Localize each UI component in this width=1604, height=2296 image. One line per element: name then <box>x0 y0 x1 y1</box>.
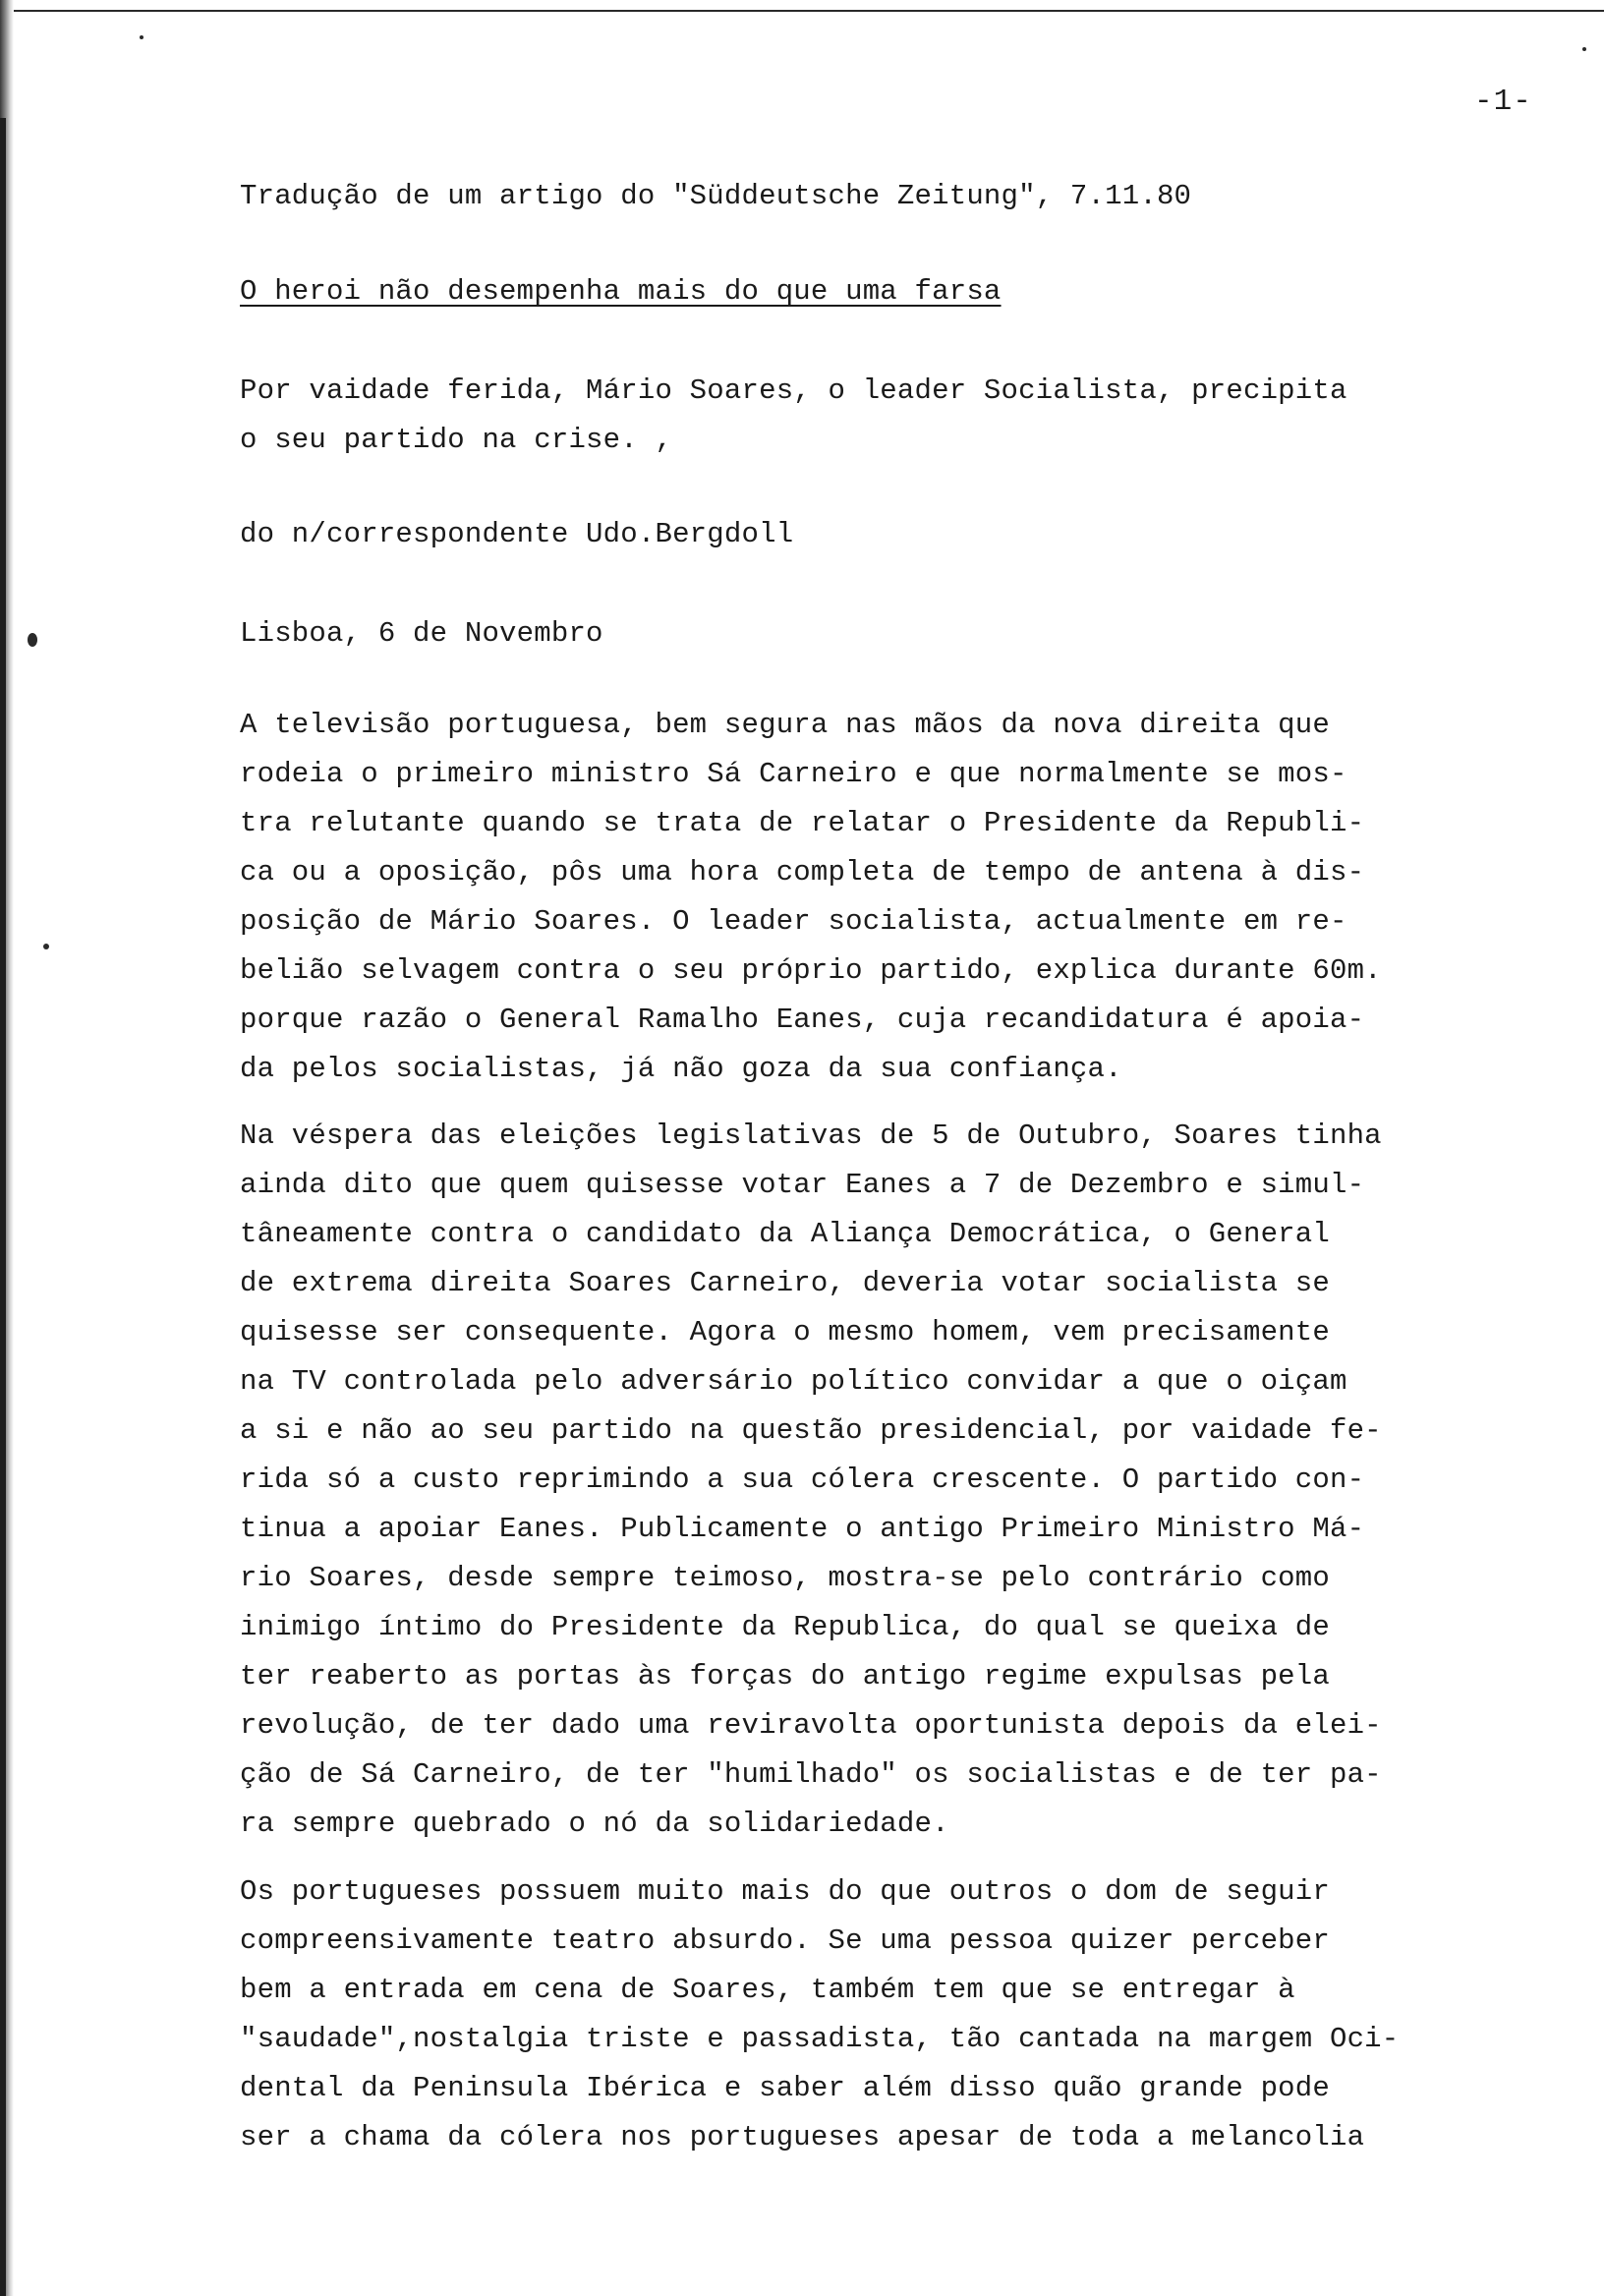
scan-speck <box>1582 47 1586 51</box>
paragraph-line: dental da Peninsula Ibérica e saber além disso quão grande pode <box>240 2072 1330 2104</box>
paragraph-1 <box>240 701 1586 1094</box>
scan-speck <box>140 35 143 39</box>
paragraph-line: rida só a custo reprimindo a sua cólera crescente. O partido con- <box>240 1464 1365 1496</box>
paragraph-line: ra sempre quebrado o nó da solidariedade. <box>240 1808 949 1840</box>
paragraph-2 <box>240 1112 1586 1849</box>
dateline-text: Lisboa, 6 de Novembro <box>240 617 603 650</box>
top-rule <box>14 10 1604 12</box>
paragraph-line: posição de Mário Soares. O leader socialista, actualmente em re- <box>240 905 1347 938</box>
byline-text: do n/correspondente Udo.Bergdoll <box>240 518 794 550</box>
paragraph-line: "saudade",nostalgia triste e passadista, tão cantada na margem Oci- <box>240 2023 1400 2055</box>
paragraph-line: revolução, de ter dado uma reviravolta oportunista depois da elei- <box>240 1709 1382 1742</box>
paragraph-line: Na véspera das eleições legislativas de 5 de Outubro, Soares tinha <box>240 1119 1382 1152</box>
byline <box>240 510 1586 559</box>
paragraph-line: ser a chama da cólera nos portugueses apesar de toda a melancolia <box>240 2121 1365 2153</box>
paragraph-line: ter reaberto as portas às forças do antigo regime expulsas pela <box>240 1660 1330 1693</box>
scan-left-shadow <box>0 118 6 2296</box>
subtitle-line: o seu partido na crise. , <box>240 424 673 456</box>
paragraph-line: ca ou a oposição, pôs uma hora completa de tempo de antena à dis- <box>240 856 1365 889</box>
paragraph-line: rio Soares, desde sempre teimoso, mostra-se pelo contrário como <box>240 1562 1330 1594</box>
paragraph-line: tra relutante quando se trata de relatar o Presidente da Republi- <box>240 807 1365 839</box>
paragraph-line: na TV controlada pelo adversário político convidar a que o oiçam <box>240 1365 1347 1398</box>
intro-line <box>240 172 1586 221</box>
headline <box>240 267 1586 316</box>
paragraph-line: A televisão portuguesa, bem segura nas mãos da nova direita que <box>240 709 1330 741</box>
paragraph-line: da pelos socialistas, já não goza da sua confiança. <box>240 1053 1122 1085</box>
paragraph-line: compreensivamente teatro absurdo. Se uma pessoa quizer perceber <box>240 1924 1330 1957</box>
paragraph-3 <box>240 1867 1586 2162</box>
paragraph-line: Os portugueses possuem muito mais do que outros o dom de seguir <box>240 1875 1330 1908</box>
paragraph-line: quisesse ser consequente. Agora o mesmo homem, vem precisamente <box>240 1316 1330 1349</box>
scan-speck <box>43 944 49 949</box>
dateline <box>240 609 1586 659</box>
paragraph-line: a si e não ao seu partido na questão presidencial, por vaidade fe- <box>240 1414 1382 1447</box>
paragraph-line: de extrema direita Soares Carneiro, deveria votar socialista se <box>240 1267 1330 1299</box>
headline-text: O heroi não desempenha mais do que uma farsa <box>240 275 1002 308</box>
page-number: -1- <box>1474 85 1532 119</box>
intro-text: Tradução de um artigo do "Süddeutsche Zeitung", 7.11.80 <box>240 180 1192 212</box>
paragraph-line: tâneamente contra o candidato da Aliança Democrática, o General <box>240 1218 1330 1250</box>
subtitle <box>240 367 1586 465</box>
paragraph-line: rodeia o primeiro ministro Sá Carneiro e que normalmente se mos- <box>240 758 1347 790</box>
paragraph-line: ainda dito que quem quisesse votar Eanes a 7 de Dezembro e simul- <box>240 1169 1365 1201</box>
subtitle-line: Por vaidade ferida, Mário Soares, o leader Socialista, precipita <box>240 374 1347 407</box>
paragraph-line: porque razão o General Ramalho Eanes, cuja recandidatura é apoia- <box>240 1004 1365 1036</box>
paragraph-line: inimigo íntimo do Presidente da Republica, do qual se queixa de <box>240 1611 1330 1643</box>
paragraph-line: tinua a apoiar Eanes. Publicamente o antigo Primeiro Ministro Má- <box>240 1513 1365 1545</box>
paragraph-line: belião selvagem contra o seu próprio partido, explica durante 60m. <box>240 954 1382 987</box>
scan-speck <box>28 633 37 647</box>
paragraph-line: bem a entrada em cena de Soares, também tem que se entregar à <box>240 1974 1295 2006</box>
paragraph-line: ção de Sá Carneiro, de ter "humilhado" os socialistas e de ter pa- <box>240 1758 1382 1791</box>
